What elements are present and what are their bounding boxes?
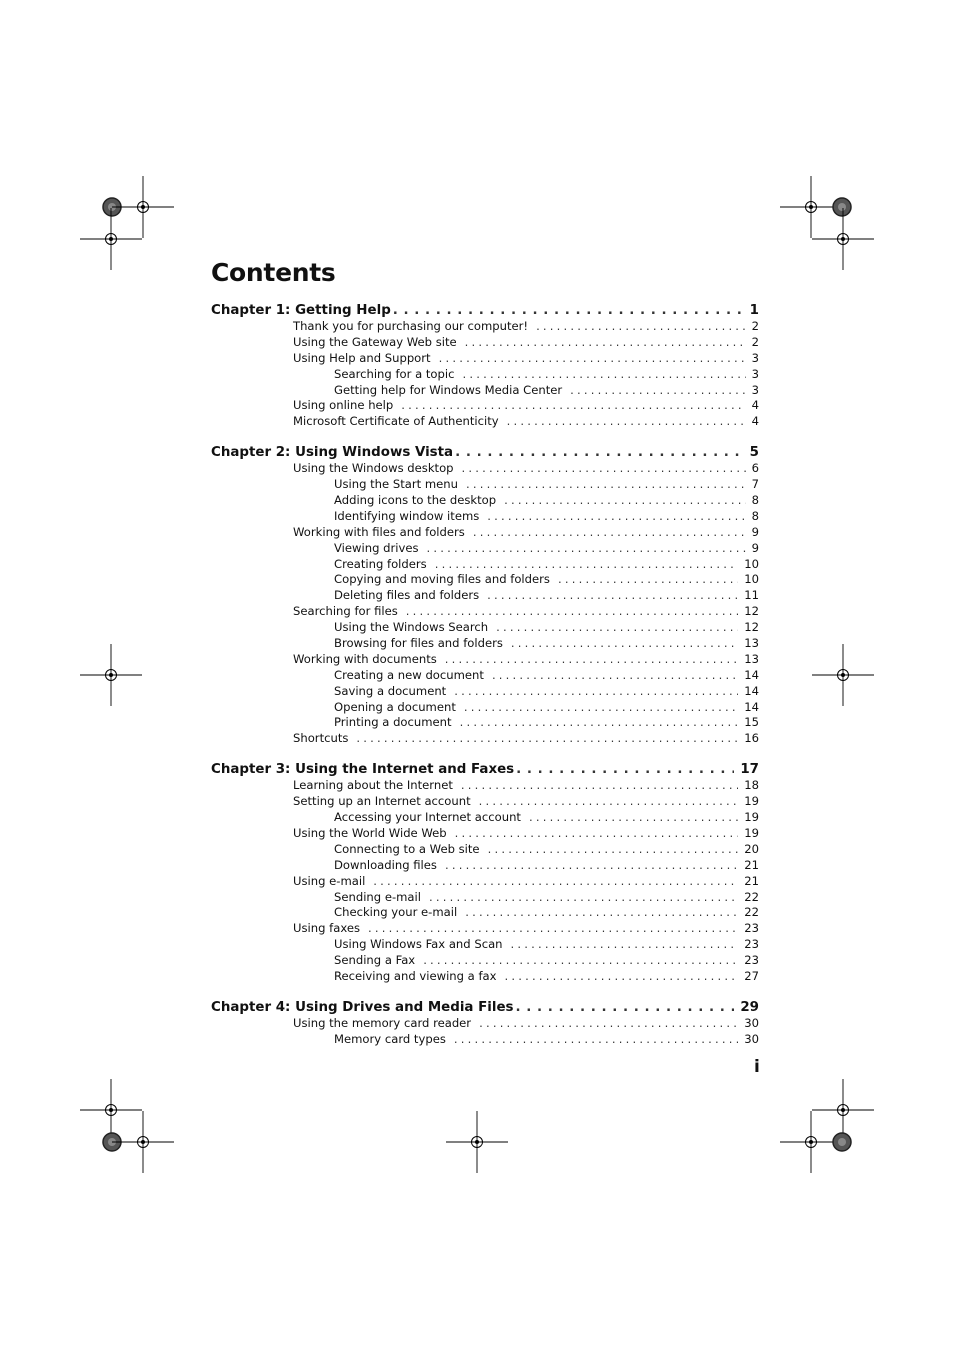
toc-entry-page: 19 bbox=[744, 794, 759, 809]
toc-entry-title: Viewing drives bbox=[334, 540, 419, 555]
toc-leader-dots bbox=[505, 969, 739, 985]
toc-chapter bbox=[211, 443, 759, 747]
toc-leader-dots bbox=[460, 715, 739, 731]
toc-entry-title: Using the Gateway Web site bbox=[293, 334, 457, 349]
toc-entry-page: 10 bbox=[744, 556, 759, 571]
toc-entry-page: 12 bbox=[744, 604, 759, 619]
toc-leader-dots bbox=[445, 652, 738, 668]
table-of-contents bbox=[211, 301, 759, 1061]
toc-subentry[interactable] bbox=[211, 477, 759, 493]
toc-leader-dots bbox=[454, 1032, 738, 1048]
toc-entry-page: 27 bbox=[744, 968, 759, 983]
toc-leader-dots bbox=[435, 557, 739, 573]
toc-leader-dots bbox=[401, 398, 745, 414]
page-title: Contents bbox=[211, 258, 336, 287]
toc-chapter-title: Chapter 1: Getting Help bbox=[211, 303, 391, 318]
toc-leader-dots bbox=[465, 905, 738, 921]
toc-entry-page: 18 bbox=[744, 778, 759, 793]
toc-subentry[interactable] bbox=[211, 620, 759, 636]
toc-leader-dots bbox=[429, 890, 738, 906]
toc-entry-page: 4 bbox=[751, 414, 759, 429]
toc-chapter-page: 5 bbox=[749, 445, 759, 461]
toc-entry-page: 14 bbox=[744, 683, 759, 698]
toc-entry[interactable] bbox=[211, 461, 759, 477]
registration-dot-icon bbox=[833, 1133, 851, 1151]
toc-leader-dots bbox=[511, 636, 738, 652]
toc-chapter-heading[interactable] bbox=[211, 760, 759, 780]
toc-leader-dots bbox=[487, 588, 738, 604]
toc-entry-page: 2 bbox=[751, 319, 759, 333]
toc-entry-title: Opening a document bbox=[334, 699, 456, 714]
toc-entry[interactable] bbox=[211, 794, 759, 810]
toc-leader-dots bbox=[461, 778, 738, 794]
toc-chapter bbox=[211, 301, 759, 430]
toc-entry-title: Getting help for Windows Media Center bbox=[334, 382, 563, 397]
registration-cross-icon bbox=[812, 644, 874, 706]
toc-entry-title: Microsoft Certificate of Authenticity bbox=[293, 414, 499, 429]
toc-entry-page: 10 bbox=[744, 572, 759, 587]
toc-leader-dots bbox=[462, 367, 745, 383]
toc-subentry[interactable] bbox=[211, 858, 759, 874]
toc-entry-page: 11 bbox=[744, 588, 759, 603]
toc-subentry[interactable] bbox=[211, 367, 759, 383]
toc-leader-dots bbox=[504, 493, 746, 509]
toc-entry-page: 23 bbox=[744, 921, 759, 936]
toc-entry-title: Thank you for purchasing our computer! bbox=[293, 319, 529, 333]
toc-entry-title: Using the memory card reader bbox=[293, 1015, 472, 1030]
registration-cross-icon bbox=[80, 1079, 142, 1141]
toc-subentry[interactable] bbox=[211, 969, 759, 985]
toc-chapter-page: 29 bbox=[740, 999, 759, 1015]
toc-entry[interactable] bbox=[211, 652, 759, 668]
toc-entry-title: Saving a document bbox=[334, 683, 447, 698]
toc-entry-title: Searching for a topic bbox=[334, 366, 455, 381]
toc-leader-dots bbox=[516, 760, 734, 780]
toc-entry-page: 13 bbox=[744, 651, 759, 666]
toc-subentry[interactable] bbox=[211, 953, 759, 969]
toc-entry-page: 23 bbox=[744, 937, 759, 952]
registration-cross-icon bbox=[80, 208, 142, 270]
toc-entry-page: 22 bbox=[744, 889, 759, 904]
toc-entry[interactable] bbox=[211, 731, 759, 747]
toc-leader-dots bbox=[439, 351, 746, 367]
toc-subentry[interactable] bbox=[211, 700, 759, 716]
toc-leader-dots bbox=[570, 383, 745, 399]
toc-subentry[interactable] bbox=[211, 572, 759, 588]
toc-leader-dots bbox=[406, 604, 738, 620]
page-number: i bbox=[754, 1057, 760, 1077]
toc-entry-title: Searching for files bbox=[293, 604, 398, 619]
toc-entry-page: 9 bbox=[751, 524, 759, 539]
toc-chapter-title: Chapter 3: Using the Internet and Faxes bbox=[211, 762, 515, 778]
toc-leader-dots bbox=[368, 921, 738, 937]
registration-cross-icon bbox=[812, 1079, 874, 1141]
toc-subentry[interactable] bbox=[211, 937, 759, 953]
toc-chapter-page: 1 bbox=[749, 303, 759, 318]
toc-entry-title: Working with files and folders bbox=[293, 524, 465, 539]
toc-subentry[interactable] bbox=[211, 715, 759, 731]
toc-leader-dots bbox=[373, 874, 738, 890]
toc-subentry[interactable] bbox=[211, 842, 759, 858]
toc-entry[interactable] bbox=[211, 525, 759, 541]
toc-leader-dots bbox=[516, 998, 735, 1018]
toc-entry[interactable] bbox=[211, 319, 759, 335]
toc-entry-title: Setting up an Internet account bbox=[293, 794, 471, 809]
toc-leader-dots bbox=[492, 668, 738, 684]
toc-entry-page: 13 bbox=[744, 636, 759, 651]
toc-entry-title: Identifying window items bbox=[334, 508, 480, 523]
toc-entry-title: Using the Windows Search bbox=[334, 620, 489, 635]
toc-leader-dots bbox=[462, 461, 746, 477]
toc-subentry[interactable] bbox=[211, 684, 759, 700]
toc-entry[interactable] bbox=[211, 778, 759, 794]
toc-chapter-page: 17 bbox=[740, 762, 759, 778]
toc-entry-page: 19 bbox=[744, 825, 759, 840]
toc-entry-title: Using e-mail bbox=[293, 873, 366, 888]
registration-cross-icon bbox=[446, 1111, 508, 1173]
toc-leader-dots bbox=[427, 541, 746, 557]
toc-leader-dots bbox=[464, 700, 738, 716]
toc-entry-page: 6 bbox=[751, 461, 759, 476]
toc-subentry[interactable] bbox=[211, 1032, 759, 1048]
toc-subentry[interactable] bbox=[211, 905, 759, 921]
toc-entry-title: Using Windows Fax and Scan bbox=[334, 937, 503, 952]
toc-entry-title: Adding icons to the desktop bbox=[334, 493, 497, 508]
registration-cross-icon bbox=[812, 208, 874, 270]
toc-entry-title: Connecting to a Web site bbox=[334, 841, 480, 856]
toc-subentry[interactable] bbox=[211, 493, 759, 509]
toc-entry-page: 2 bbox=[751, 334, 759, 349]
toc-leader-dots bbox=[465, 335, 746, 351]
toc-entry-page: 21 bbox=[744, 873, 759, 888]
registration-cross-icon bbox=[112, 176, 174, 238]
toc-chapter-title: Chapter 2: Using Windows Vista bbox=[211, 445, 454, 461]
toc-entry-title: Downloading files bbox=[334, 857, 437, 872]
toc-subentry[interactable] bbox=[211, 668, 759, 684]
toc-entry-title: Learning about the Internet bbox=[293, 778, 453, 793]
toc-chapter-heading[interactable] bbox=[211, 998, 759, 1018]
toc-subentry[interactable] bbox=[211, 541, 759, 557]
toc-subentry[interactable] bbox=[211, 636, 759, 652]
toc-chapter-heading[interactable] bbox=[211, 443, 759, 463]
toc-leader-dots bbox=[507, 414, 746, 430]
toc-entry[interactable] bbox=[211, 398, 759, 414]
toc-entry-title: Using faxes bbox=[293, 921, 361, 936]
registration-dot-icon bbox=[833, 198, 851, 216]
toc-leader-dots bbox=[479, 1016, 738, 1032]
toc-entry-title: Working with documents bbox=[293, 651, 437, 666]
toc-chapter bbox=[211, 998, 759, 1048]
toc-leader-dots bbox=[466, 477, 746, 493]
toc-leader-dots bbox=[496, 620, 738, 636]
toc-entry-title: Accessing your Internet account bbox=[334, 810, 521, 825]
toc-entry-title: Memory card types bbox=[334, 1031, 446, 1046]
toc-subentry[interactable] bbox=[211, 509, 759, 525]
toc-entry-page: 14 bbox=[744, 667, 759, 682]
toc-entry-title: Using Help and Support bbox=[293, 350, 431, 365]
toc-entry-title: Creating a new document bbox=[334, 667, 484, 682]
toc-leader-dots bbox=[445, 858, 738, 874]
toc-subentry[interactable] bbox=[211, 383, 759, 399]
toc-leader-dots bbox=[558, 572, 738, 588]
toc-entry[interactable] bbox=[211, 414, 759, 430]
toc-leader-dots bbox=[536, 319, 746, 335]
toc-entry-title: Shortcuts bbox=[293, 731, 349, 746]
toc-subentry[interactable] bbox=[211, 890, 759, 906]
toc-entry-page: 3 bbox=[751, 366, 759, 381]
toc-entry-page: 4 bbox=[751, 398, 759, 413]
toc-entry-title: Copying and moving files and folders bbox=[334, 572, 550, 587]
toc-entry-page: 8 bbox=[751, 508, 759, 523]
toc-entry-page: 23 bbox=[744, 953, 759, 968]
toc-entry-page: 30 bbox=[744, 1031, 759, 1046]
toc-entry[interactable] bbox=[211, 335, 759, 351]
toc-entry[interactable] bbox=[211, 874, 759, 890]
toc-entry-title: Sending e-mail bbox=[334, 889, 421, 904]
toc-entry-page: 20 bbox=[744, 841, 759, 856]
toc-entry[interactable] bbox=[211, 1016, 759, 1032]
toc-entry-page: 14 bbox=[744, 699, 759, 714]
toc-entry-title: Receiving and viewing a fax bbox=[334, 968, 497, 983]
toc-entry-page: 3 bbox=[751, 382, 759, 397]
toc-leader-dots bbox=[454, 684, 738, 700]
toc-entry-title: Using online help bbox=[293, 398, 394, 413]
registration-cross-icon bbox=[80, 644, 142, 706]
toc-entry-title: Sending a Fax bbox=[334, 953, 416, 968]
toc-subentry[interactable] bbox=[211, 810, 759, 826]
toc-entry-page: 12 bbox=[744, 620, 759, 635]
toc-entry-page: 16 bbox=[744, 731, 759, 746]
toc-leader-dots bbox=[487, 509, 745, 525]
toc-leader-dots bbox=[423, 953, 738, 969]
toc-leader-dots bbox=[529, 810, 738, 826]
toc-entry-page: 3 bbox=[751, 350, 759, 365]
toc-entry-page: 19 bbox=[744, 810, 759, 825]
toc-entry-page: 7 bbox=[751, 477, 759, 492]
toc-leader-dots bbox=[455, 826, 739, 842]
toc-entry-title: Deleting files and folders bbox=[334, 588, 480, 603]
toc-leader-dots bbox=[473, 525, 746, 541]
toc-entry-page: 22 bbox=[744, 905, 759, 920]
toc-entry[interactable] bbox=[211, 351, 759, 367]
toc-leader-dots bbox=[488, 842, 739, 858]
toc-leader-dots bbox=[356, 731, 738, 747]
toc-entry-title: Checking your e-mail bbox=[334, 905, 458, 920]
toc-entry[interactable] bbox=[211, 826, 759, 842]
toc-entry-title: Creating folders bbox=[334, 556, 427, 571]
toc-entry-title: Using the Windows desktop bbox=[293, 461, 454, 476]
toc-entry-page: 9 bbox=[751, 540, 759, 555]
toc-entry-page: 30 bbox=[744, 1015, 759, 1030]
toc-chapter-title: Chapter 4: Using Drives and Media Files bbox=[211, 999, 514, 1015]
toc-leader-dots bbox=[393, 301, 744, 321]
toc-entry[interactable] bbox=[211, 604, 759, 620]
toc-entry-page: 15 bbox=[744, 715, 759, 730]
toc-entry-title: Printing a document bbox=[334, 715, 452, 730]
toc-leader-dots bbox=[479, 794, 739, 810]
toc-entry-title: Using the Start menu bbox=[334, 477, 458, 492]
toc-chapter-heading[interactable] bbox=[211, 301, 759, 321]
toc-entry-title: Browsing for files and folders bbox=[334, 636, 503, 651]
toc-entry[interactable] bbox=[211, 921, 759, 937]
toc-subentry[interactable] bbox=[211, 588, 759, 604]
toc-chapter bbox=[211, 760, 759, 985]
toc-entry-title: Using the World Wide Web bbox=[293, 825, 447, 840]
toc-leader-dots bbox=[511, 937, 739, 953]
toc-entry-page: 21 bbox=[744, 857, 759, 872]
toc-subentry[interactable] bbox=[211, 557, 759, 573]
registration-cross-icon bbox=[112, 1111, 174, 1173]
toc-entry-page: 8 bbox=[751, 493, 759, 508]
toc-leader-dots bbox=[455, 443, 744, 463]
